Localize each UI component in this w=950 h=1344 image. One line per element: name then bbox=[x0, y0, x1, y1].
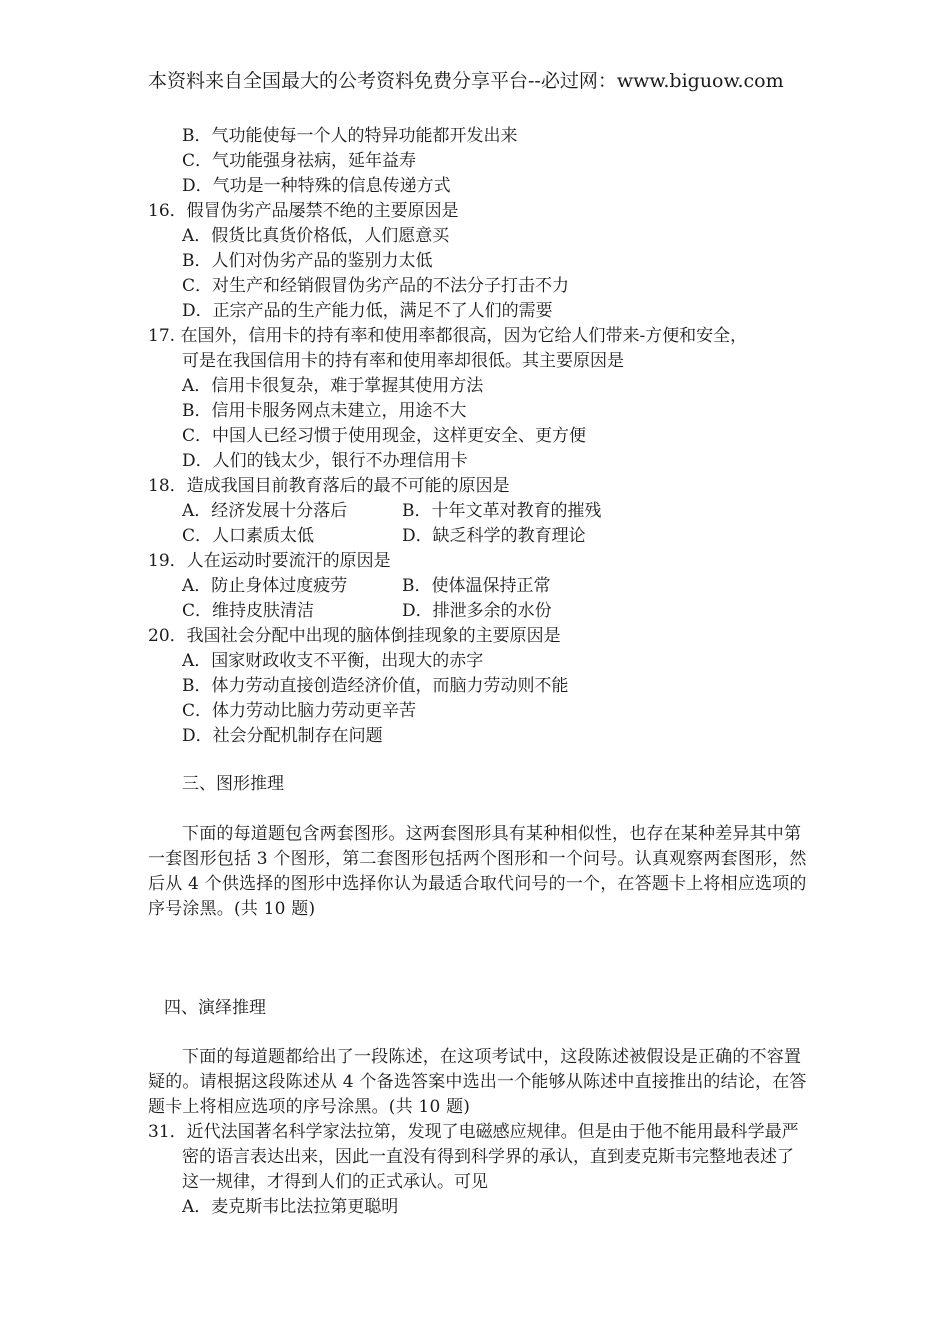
q17-stem-line2: 可是在我国信用卡的持有率和使用率却很低。其主要原因是 bbox=[182, 351, 624, 371]
q16-option-d: D．正宗产品的生产能力低，满足不了人们的需要 bbox=[182, 301, 553, 321]
q17-stem-line1: 17. 在国外，信用卡的持有率和使用率都很高，因为它给人们带来-方便和安全， bbox=[148, 326, 748, 346]
page-header: 本资料来自全国最大的公考资料免费分享平台--必过网：www.biguow.com bbox=[148, 70, 784, 92]
q16-option-b: B．人们对伪劣产品的鉴别力太低 bbox=[182, 251, 433, 271]
q18-stem: 18．造成我国目前教育落后的最不可能的原因是 bbox=[148, 476, 510, 496]
q20-option-b: B．体力劳动直接创造经济价值，而脑力劳动则不能 bbox=[182, 676, 569, 696]
q15-option-d: D．气功是一种特殊的信息传递方式 bbox=[182, 176, 451, 196]
q16-stem: 16．假冒伪劣产品屡禁不绝的主要原因是 bbox=[148, 201, 459, 221]
q19-option-a: A．防止身体过度疲劳 bbox=[182, 576, 348, 596]
q19-stem: 19．人在运动时要流汗的原因是 bbox=[148, 551, 391, 571]
q19-option-d: D．排泄多余的水份 bbox=[402, 601, 552, 621]
section3-title: 三、图形推理 bbox=[182, 774, 284, 794]
q20-stem: 20．我国社会分配中出现的脑体倒挂现象的主要原因是 bbox=[148, 626, 561, 646]
q17-option-d: D．人们的钱太少，银行不办理信用卡 bbox=[182, 451, 468, 471]
q19-options-row1 bbox=[148, 574, 808, 599]
q17-option-b: B．信用卡服务网点未建立，用途不大 bbox=[182, 401, 467, 421]
q20-option-d: D．社会分配机制存在问题 bbox=[182, 726, 383, 746]
q17-option-a: A．信用卡很复杂，难于掌握其使用方法 bbox=[182, 376, 484, 396]
q16-option-c: C．对生产和经销假冒伪劣产品的不法分子打击不力 bbox=[182, 276, 570, 296]
q18-options-row2 bbox=[148, 524, 808, 549]
question-block-15-16-17 bbox=[148, 124, 808, 749]
q16-option-a: A．假货比真货价格低，人们愿意买 bbox=[182, 226, 450, 246]
q31-stem: 31．近代法国著名科学家法拉第，发现了电磁感应规律。但是由于他不能用最科学最严密的语言表达出来，因此一直没有得到科学界的承认，直到麦克斯韦完整地表述了这一规律，才得到人们的正式承认。可见 bbox=[148, 1122, 799, 1192]
q31-option-a: A．麦克斯韦比法拉第更聪明 bbox=[182, 1197, 399, 1217]
q19-option-b: B．使体温保持正常 bbox=[402, 576, 551, 596]
q18-options-row1 bbox=[148, 499, 808, 524]
q20-option-a: A．国家财政收支不平衡，出现大的赤字 bbox=[182, 651, 484, 671]
q18-option-d: D．缺乏科学的教育理论 bbox=[402, 526, 586, 546]
q19-options-row2 bbox=[148, 599, 808, 624]
q20-option-c: C．体力劳动比脑力劳动更辛苦 bbox=[182, 701, 417, 721]
section4-intro: 下面的每道题都给出了一段陈述，在这项考试中，这段陈述被假设是正确的不容置疑的。请根据这段陈述从 4 个备选答案中选出一个能够从陈述中直接推出的结论，在答题卡上将相应选项的序号涂黑。(共 10 题) bbox=[148, 1047, 807, 1117]
q17-option-c: C．中国人已经习惯于使用现金，这样更安全、更方便 bbox=[182, 426, 587, 446]
q18-option-c: C．人口素质太低 bbox=[182, 526, 315, 546]
q15-option-c: C．气功能强身祛病，延年益寿 bbox=[182, 151, 417, 171]
q15-option-b: B．气功能使每一个人的特异功能都开发出来 bbox=[182, 126, 518, 146]
q31-block bbox=[148, 1120, 808, 1220]
q18-option-a: A．经济发展十分落后 bbox=[182, 501, 348, 521]
section4-title: 四、演绎推理 bbox=[164, 998, 266, 1018]
q18-option-b: B．十年文革对教育的摧残 bbox=[402, 501, 602, 521]
q19-option-c: C．维持皮肤清洁 bbox=[182, 601, 315, 621]
section3-intro: 下面的每道题包含两套图形。这两套图形具有某种相似性，也存在某种差异其中第一套图形包括 3 个图形，第二套图形包括两个图形和一个问号。认真观察两套图形，然后从 4 个供选择的图形中选择你认为最适合取代问号的一个，在答题卡上将相应选项的序号涂黑。(共 10 题) bbox=[148, 824, 807, 919]
